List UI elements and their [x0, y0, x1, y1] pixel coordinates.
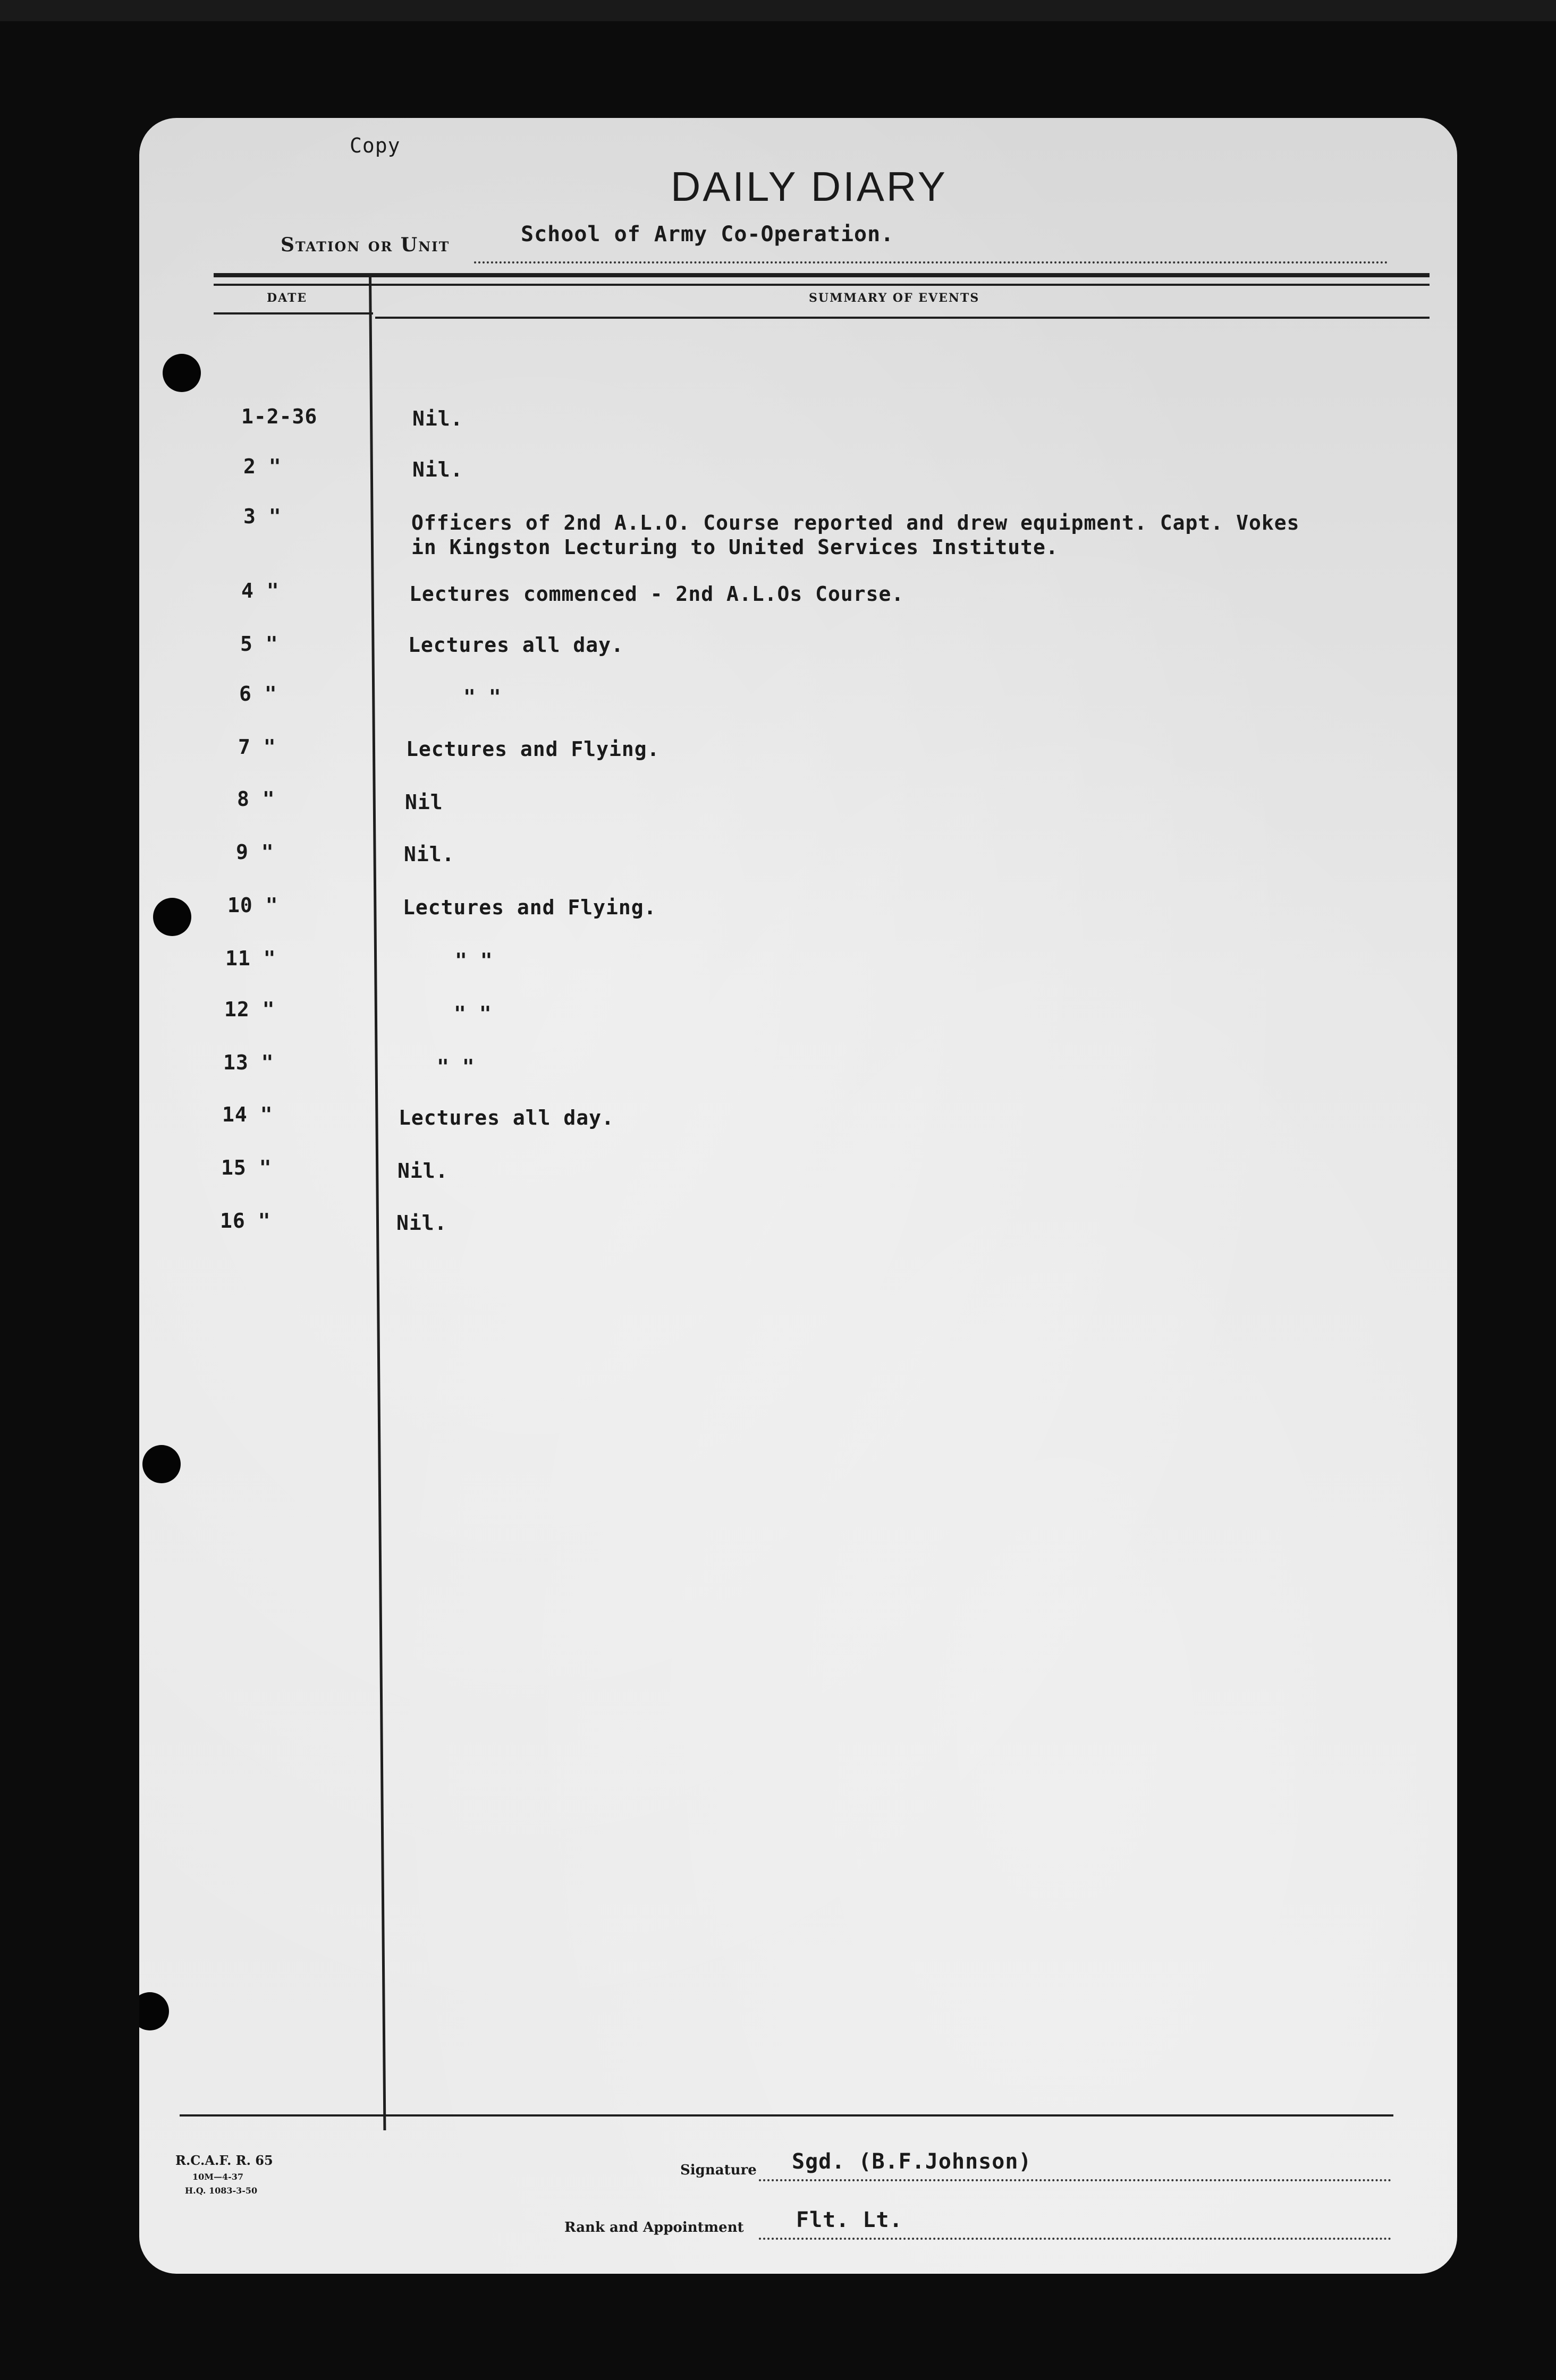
entry-text: Officers of 2nd A.L.O. Course reported and drew equipment. Capt. Vokes [411, 511, 1300, 534]
entry-text-continued: in Kingston Lecturing to United Services Institute. [411, 536, 1059, 559]
punch-hole-4 [139, 1992, 169, 2030]
entry-text: " " [437, 1055, 475, 1078]
entry-text: Lectures commenced - 2nd A.L.Os Course. [409, 582, 904, 606]
entry-text: Nil. [398, 1159, 449, 1183]
rank-dotted-line [759, 2238, 1391, 2240]
entry-text: Lectures and Flying. [406, 737, 660, 761]
form-print-run: 10M—4-37 [192, 2172, 244, 2182]
entry-date: 9 " [236, 840, 274, 864]
entry-text: Lectures and Flying. [403, 896, 657, 919]
entry-text: Nil. [396, 1211, 447, 1235]
entry-date: 3 " [243, 505, 282, 528]
entry-date: 8 " [237, 787, 275, 811]
station-label: Station or Unit [281, 234, 450, 256]
entry-date: 12 " [224, 998, 275, 1021]
diary-page [139, 118, 1457, 2274]
header-rule-thick [214, 273, 1430, 277]
entry-text: Nil. [404, 843, 455, 866]
entry-text: " " [454, 1002, 492, 1025]
rank-value: Flt. Lt. [796, 2208, 903, 2232]
entry-date: 10 " [227, 894, 278, 917]
header-rule-thin [214, 284, 1430, 286]
entry-text: Nil [405, 790, 443, 814]
column-header-underline-date [214, 312, 373, 314]
column-divider [369, 275, 386, 2130]
station-dotted-line [474, 261, 1388, 264]
entry-date: 4 " [241, 579, 280, 602]
date-column-header: DATE [267, 291, 308, 305]
entry-date: 15 " [221, 1156, 272, 1179]
punch-hole-3 [142, 1445, 181, 1483]
entry-text: Lectures all day. [399, 1106, 614, 1129]
entry-date: 6 " [239, 682, 277, 706]
entry-date: 14 " [222, 1103, 273, 1126]
signature-dotted-line [759, 2179, 1391, 2181]
footer-rule [180, 2114, 1393, 2116]
entry-date: 7 " [238, 735, 276, 759]
column-header-underline-summary [375, 317, 1430, 319]
entry-text: " " [463, 685, 502, 709]
punch-hole-1 [163, 354, 201, 392]
entry-date: 13 " [223, 1051, 274, 1074]
entry-date: 2 " [243, 455, 282, 478]
entry-text: Nil. [412, 458, 463, 481]
entry-date: 5 " [240, 632, 278, 656]
form-number: R.C.A.F. R. 65 [175, 2153, 273, 2168]
film-border [0, 0, 1556, 21]
rank-label: Rank and Appointment [564, 2220, 744, 2236]
entry-text: Nil. [412, 407, 463, 430]
entry-text: " " [455, 949, 493, 972]
signature-label: Signature [680, 2162, 757, 2178]
entry-date: 1-2-36 [241, 405, 318, 428]
punch-hole-2 [153, 898, 191, 936]
station-value: School of Army Co-Operation. [521, 222, 894, 246]
summary-column-header: SUMMARY OF EVENTS [809, 291, 980, 305]
form-title: DAILY DIARY [671, 163, 948, 210]
signature-value: Sgd. (B.F.Johnson) [792, 2149, 1032, 2174]
form-reference: H.Q. 1083-3-50 [185, 2186, 258, 2196]
entry-date: 16 " [220, 1209, 271, 1232]
entry-text: Lectures all day. [408, 633, 624, 657]
entry-date: 11 " [225, 947, 276, 970]
copy-label: Copy [350, 134, 401, 157]
